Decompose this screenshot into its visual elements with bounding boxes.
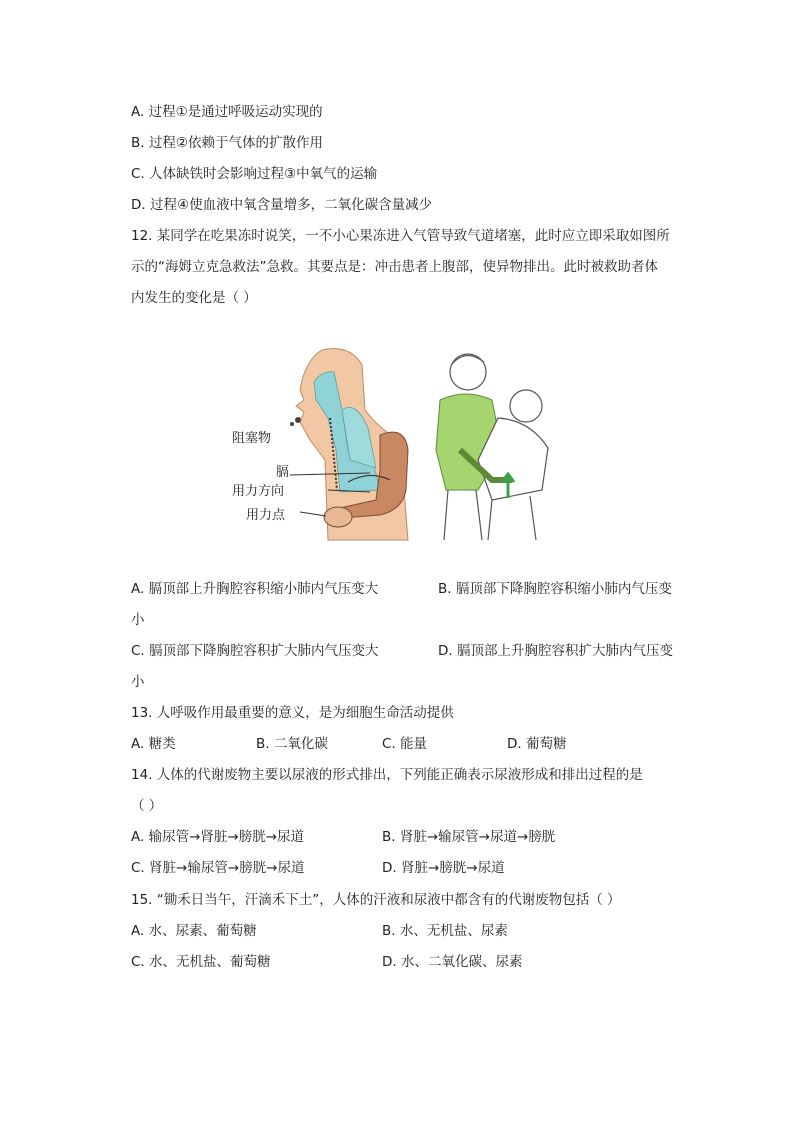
q12-option-d-line2: 小 (131, 674, 145, 690)
rescuer-illustration (436, 354, 548, 540)
label-blockage: 阻塞物 (232, 431, 272, 446)
q12-option-a: A. 膈顶部上升胸腔容积缩小肺内气压变大 (131, 581, 379, 597)
q12-option-c: C. 膈顶部下降胸腔容积扩大肺内气压变大 (131, 643, 379, 659)
label-diaphragm: 膈 (276, 465, 290, 480)
q12-option-d-line1: D. 膈顶部上升胸腔容积扩大肺内气压变 (438, 643, 673, 659)
heimlich-illustration (230, 340, 560, 545)
q13-option-a: A. 糖类 (131, 736, 176, 752)
q14-stem-line2: （ ） (131, 798, 163, 814)
q14-option-c: C. 肾脏→输尿管→膀胱→尿道 (131, 860, 305, 876)
q11-option-d: D. 过程④使血液中氧含量增多，二氧化碳含量减少 (131, 197, 433, 213)
q15-stem: 15. “锄禾日当午，汗滴禾下土”，人体的汗液和尿液中都含有的代谢废物包括（ ） (131, 892, 621, 908)
q13-stem: 13. 人呼吸作用最重要的意义，是为细胞生命活动提供 (131, 705, 454, 721)
q15-option-b: B. 水、无机盐、尿素 (382, 923, 508, 939)
q13-option-b: B. 二氧化碳 (256, 736, 328, 752)
q11-option-b: B. 过程②依赖于气体的扩散作用 (131, 135, 323, 151)
q13-option-d: D. 葡萄糖 (507, 736, 567, 752)
q14-option-d: D. 肾脏→膀胱→尿道 (382, 860, 505, 876)
label-force-point: 用力点 (246, 508, 286, 523)
q12-option-b-line1: B. 膈顶部下降胸腔容积缩小肺内气压变 (438, 581, 672, 597)
heimlich-figure (230, 340, 560, 545)
q15-option-d: D. 水、二氧化碳、尿素 (382, 954, 523, 970)
cross-section-diagram (232, 349, 408, 540)
q14-option-a: A. 输尿管→肾脏→膀胱→尿道 (131, 829, 305, 845)
q12-option-b-line2: 小 (131, 612, 145, 628)
q13-option-c: C. 能量 (382, 736, 428, 752)
q12-stem-line2: 示的“海姆立克急救法”急救。其要点是：冲击患者上腹部，使异物排出。此时被救助者体 (131, 259, 658, 275)
q15-option-c: C. 水、无机盐、葡萄糖 (131, 954, 271, 970)
q12-stem-line3: 内发生的变化是（ ） (131, 290, 257, 306)
label-force-direction: 用力方向 (232, 484, 285, 499)
q11-option-c: C. 人体缺铁时会影响过程③中氧气的运输 (131, 166, 378, 182)
q12-stem-line1: 12. 某同学在吃果冻时说笑，一不小心果冻进入气管导致气道堵塞，此时应立即采取如图所 (131, 228, 670, 244)
q14-option-b: B. 肾脏→输尿管→尿道→膀胱 (382, 829, 556, 845)
q14-stem-line1: 14. 人体的代谢废物主要以尿液的形式排出，下列能正确表示尿液形成和排出过程的是 (131, 767, 643, 783)
q11-option-a: A. 过程①是通过呼吸运动实现的 (131, 104, 323, 120)
q15-option-a: A. 水、尿素、葡萄糖 (131, 923, 257, 939)
